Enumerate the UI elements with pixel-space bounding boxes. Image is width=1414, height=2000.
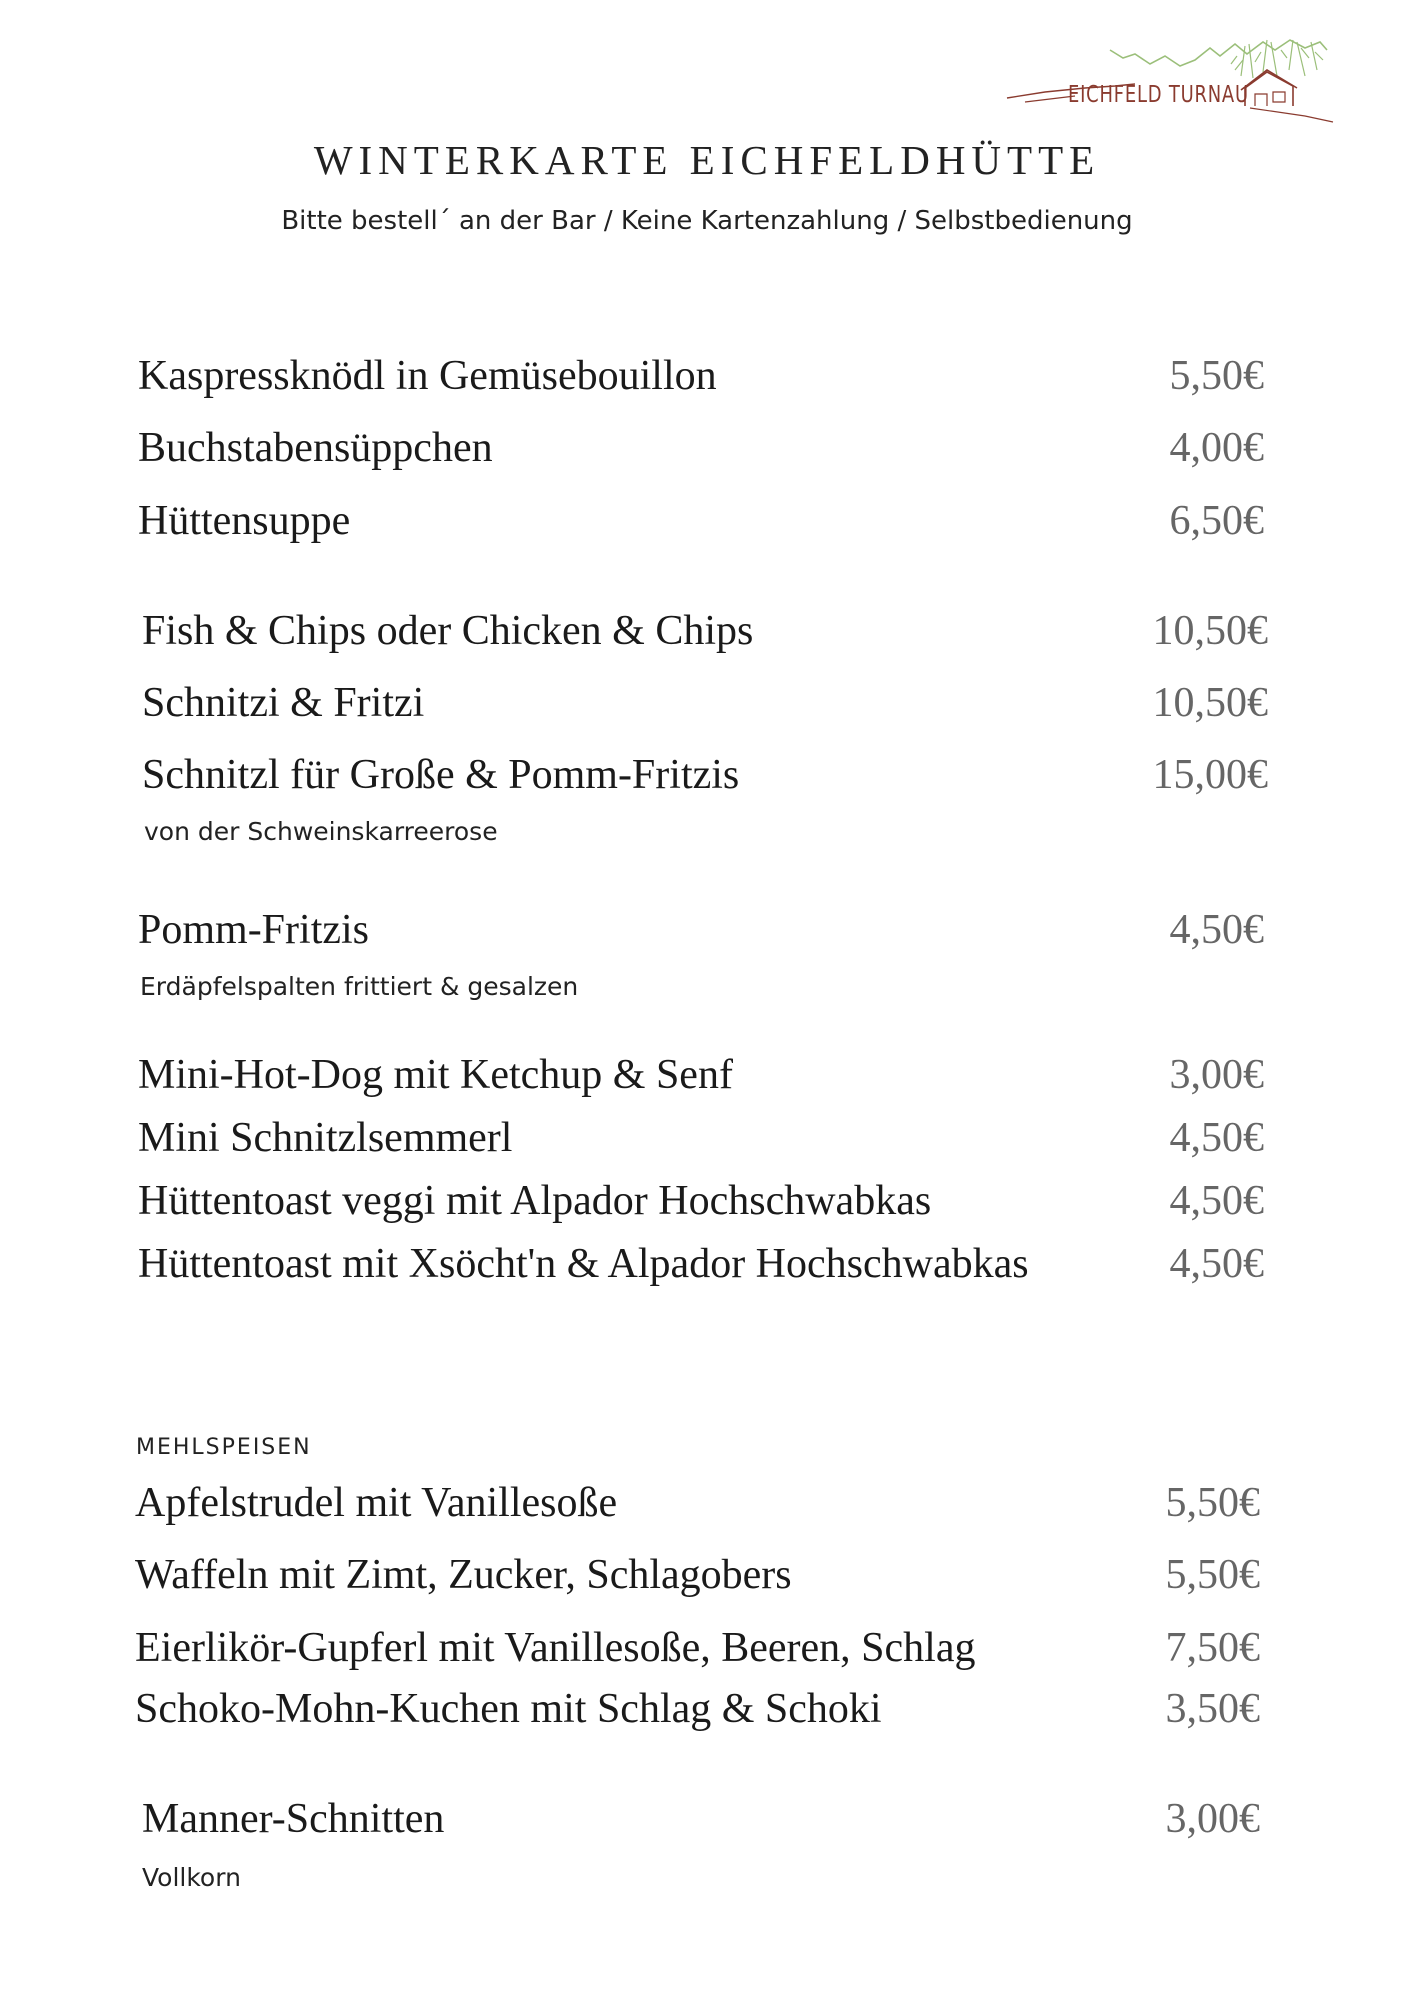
- menu-item-description: Erdäpfelspalten frittiert & gesalzen: [140, 972, 579, 1001]
- menu-item-price: 10,50€: [1152, 608, 1268, 654]
- menu-item-price: 10,50€: [1152, 680, 1268, 726]
- menu-item-price: 4,00€: [1169, 425, 1264, 471]
- menu-item-price: 4,50€: [1169, 907, 1264, 953]
- menu-item-price: 4,50€: [1169, 1241, 1264, 1287]
- menu-item-price: 5,50€: [1169, 353, 1264, 399]
- menu-item-name: Eierlikör-Gupferl mit Vanillesoße, Beeren, Schlag: [135, 1625, 976, 1671]
- menu-item-price: 4,50€: [1169, 1178, 1264, 1224]
- menu-item-price: 6,50€: [1169, 498, 1264, 544]
- menu-item-name: Apfelstrudel mit Vanillesoße: [135, 1480, 618, 1526]
- section-label-mehlspeisen: MEHLSPEISEN: [136, 1435, 312, 1460]
- menu-item-name: Schoko-Mohn-Kuchen mit Schlag & Schoki: [135, 1686, 882, 1732]
- menu-item-price: 4,50€: [1169, 1115, 1264, 1161]
- menu-item-name: Mini Schnitzlsemmerl: [138, 1115, 513, 1161]
- menu-item-price: 5,50€: [1165, 1480, 1260, 1526]
- menu-item-price: 5,50€: [1165, 1552, 1260, 1598]
- menu-item-name: Kaspressknödl in Gemüsebouillon: [138, 353, 717, 399]
- menu-item-name: Buchstabensüppchen: [138, 425, 493, 471]
- page-title: WINTERKARTE EICHFELDHÜTTE: [313, 137, 1101, 183]
- menu-item-price: 3,00€: [1169, 1052, 1264, 1098]
- menu-item-name: Manner-Schnitten: [142, 1796, 445, 1842]
- menu-item-name: Pomm-Fritzis: [138, 907, 370, 953]
- menu-item-name: Mini-Hot-Dog mit Ketchup & Senf: [138, 1052, 733, 1098]
- menu-item-name: Hüttentoast mit Xsöcht'n & Alpador Hochschwabkas: [138, 1241, 1029, 1287]
- eichfeld-logo: [1005, 36, 1335, 126]
- menu-item-name: Schnitzi & Fritzi: [142, 680, 425, 726]
- menu-item-name: Schnitzl für Große & Pomm-Fritzis: [142, 752, 740, 798]
- menu-item-description: von der Schweinskarreerose: [144, 817, 498, 846]
- menu-item-name: Waffeln mit Zimt, Zucker, Schlagobers: [135, 1552, 792, 1598]
- menu-item-description: Vollkorn: [142, 1863, 241, 1892]
- menu-item-price: 15,00€: [1152, 752, 1268, 798]
- page-subtitle: Bitte bestell´ an der Bar / Keine Kartenzahlung / Selbstbedienung: [281, 206, 1133, 236]
- menu-item-price: 7,50€: [1165, 1625, 1260, 1671]
- menu-item-name: Fish & Chips oder Chicken & Chips: [142, 608, 754, 654]
- menu-item-price: 3,50€: [1165, 1686, 1260, 1732]
- menu-item-name: Hüttensuppe: [138, 498, 351, 544]
- menu-item-name: Hüttentoast veggi mit Alpador Hochschwabkas: [138, 1178, 932, 1224]
- logo-text: EICHFELD TURNAU: [1068, 82, 1249, 108]
- menu-item-price: 3,00€: [1165, 1796, 1260, 1842]
